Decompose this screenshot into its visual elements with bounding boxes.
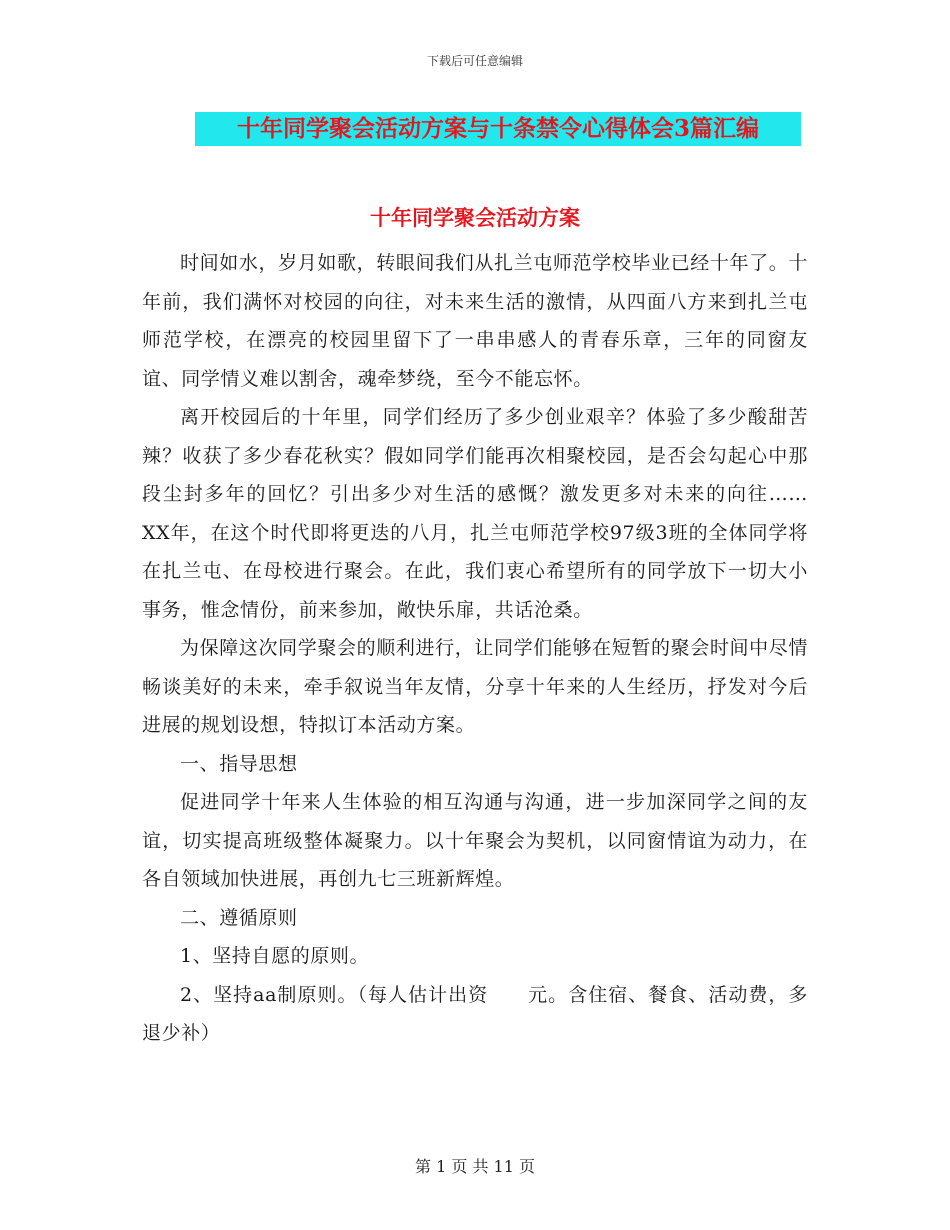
header-note: 下载后可任意编辑 [426, 54, 523, 68]
paragraph-reunion: 离开校园后的十年里，同学们经历了多少创业艰辛？体验了多少酸甜苦辣？收获了多少春花秋实？假如同学们能再次相聚校园，是否会勾起心中那段尘封多年的回忆？引出多少对生活的感慨？激发更多对未来的向往…… XX年，在这个时代即将更迭的八月，扎兰屯师范学校97级3班的全体同学将在扎兰屯、在母校进行聚会。在此，我们衷心希望所有的同学放下一切大小事务，惟念情份，前来参加，敞快乐扉，共话沧桑。 [142, 406, 848, 621]
document-title: 十年同学聚会活动方案与十条禁令心得体会3篇汇编 [236, 115, 759, 142]
section-title: 十年同学聚会活动方案 [370, 205, 580, 230]
principle-item-1: 1、坚持自愿的原则。 [180, 945, 370, 967]
paragraph-intro: 时间如水，岁月如歌，转眼间我们从扎兰屯师范学校毕业已经十年了。十年前，我们满怀对校园的向往，对未来生活的激情，从四面八方来到扎兰屯师范学校，在漂亮的校园里留下了一串串感人的青春乐章，三年的同窗友谊、同学情义难以割舍，魂牵梦绕，至今不能忘怀。 [142, 252, 808, 390]
heading-principles: 二、遵循原则 [180, 906, 298, 929]
heading-guiding-ideology: 一、指导思想 [180, 752, 298, 775]
page-footer: 第 1 页 共 11 页 [415, 1157, 535, 1176]
paragraph-purpose: 为保障这次同学聚会的顺利进行，让同学们能够在短暂的聚会时间中尽情畅谈美好的未来，牵手叙说当年友情，分享十年来的人生经历，抒发对今后进展的规划设想，特拟订本活动方案。 [142, 637, 808, 736]
principle-item-2: 2、坚持aa制原则。（每人估计出资 元。含住宿、餐食、活动费，多退少补） [142, 983, 808, 1044]
body-text [142, 244, 848, 1053]
paragraph-guiding-ideology: 促进同学十年来人生体验的相互沟通与沟通，进一步加深同学之间的友谊，切实提高班级整体凝聚力。以十年聚会为契机，以同窗情谊为动力，在各自领域加快进展，再创九七三班新辉煌。 [142, 791, 808, 890]
